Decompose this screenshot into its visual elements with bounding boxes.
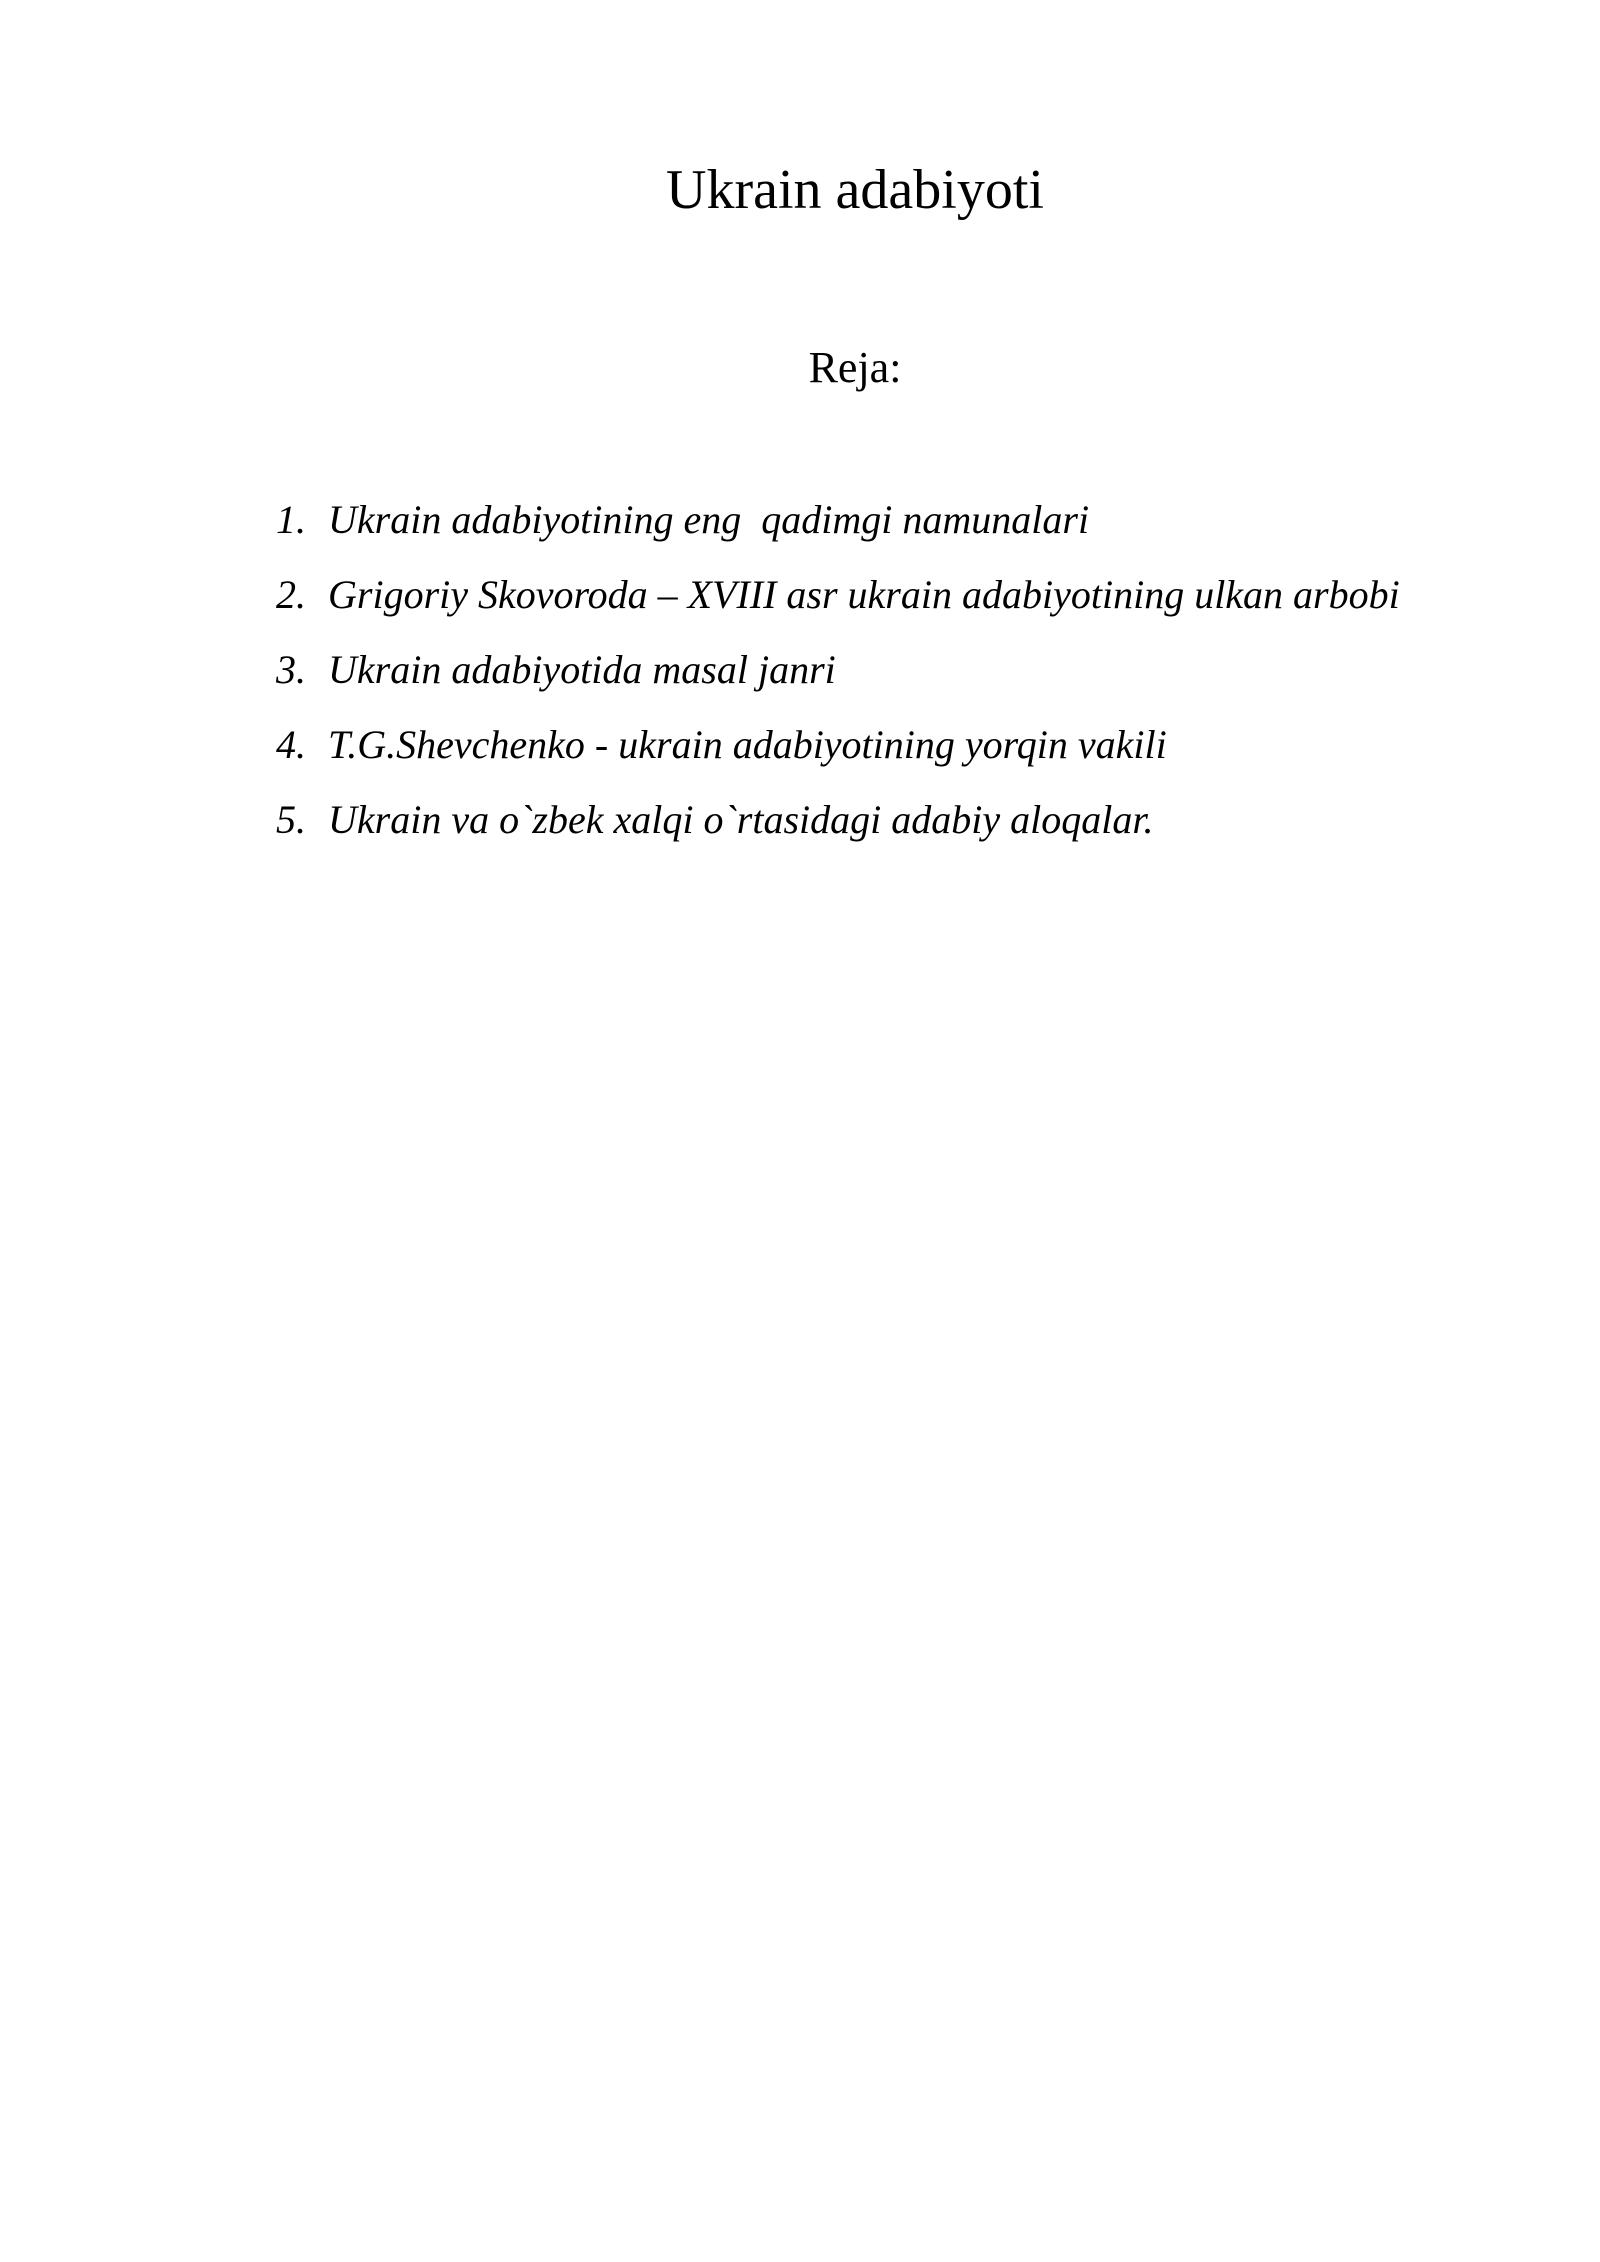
plan-item bbox=[276, 642, 1576, 717]
plan-item-text: Ukrain va o`zbek xalqi o`rtasidagi adabiy aloqalar. bbox=[328, 797, 1154, 842]
plan-item bbox=[276, 792, 1576, 867]
plan-item-number: 1. bbox=[276, 497, 306, 542]
plan-item-text: Ukrain adabiyotining eng qadimgi namunalari bbox=[328, 497, 1090, 542]
plan-item bbox=[276, 492, 1576, 567]
document-title: Ukrain adabiyoti bbox=[666, 159, 1044, 221]
plan-heading: Reja: bbox=[808, 343, 902, 392]
plan-item bbox=[276, 567, 1576, 642]
plan-item-number: 2. bbox=[276, 572, 306, 617]
plan-item-number: 3. bbox=[276, 647, 306, 692]
plan-item bbox=[276, 717, 1576, 792]
plan-item-number: 4. bbox=[276, 722, 306, 767]
plan-list bbox=[276, 492, 1576, 867]
plan-item-text: Ukrain adabiyotida masal janri bbox=[328, 647, 836, 692]
plan-item-text: Grigoriy Skovoroda – XVIII asr ukrain adabiyotining ulkan arbobi bbox=[328, 572, 1400, 617]
plan-item-text: T.G.Shevchenko - ukrain adabiyotining yorqin vakili bbox=[328, 722, 1167, 767]
plan-item-number: 5. bbox=[276, 797, 306, 842]
